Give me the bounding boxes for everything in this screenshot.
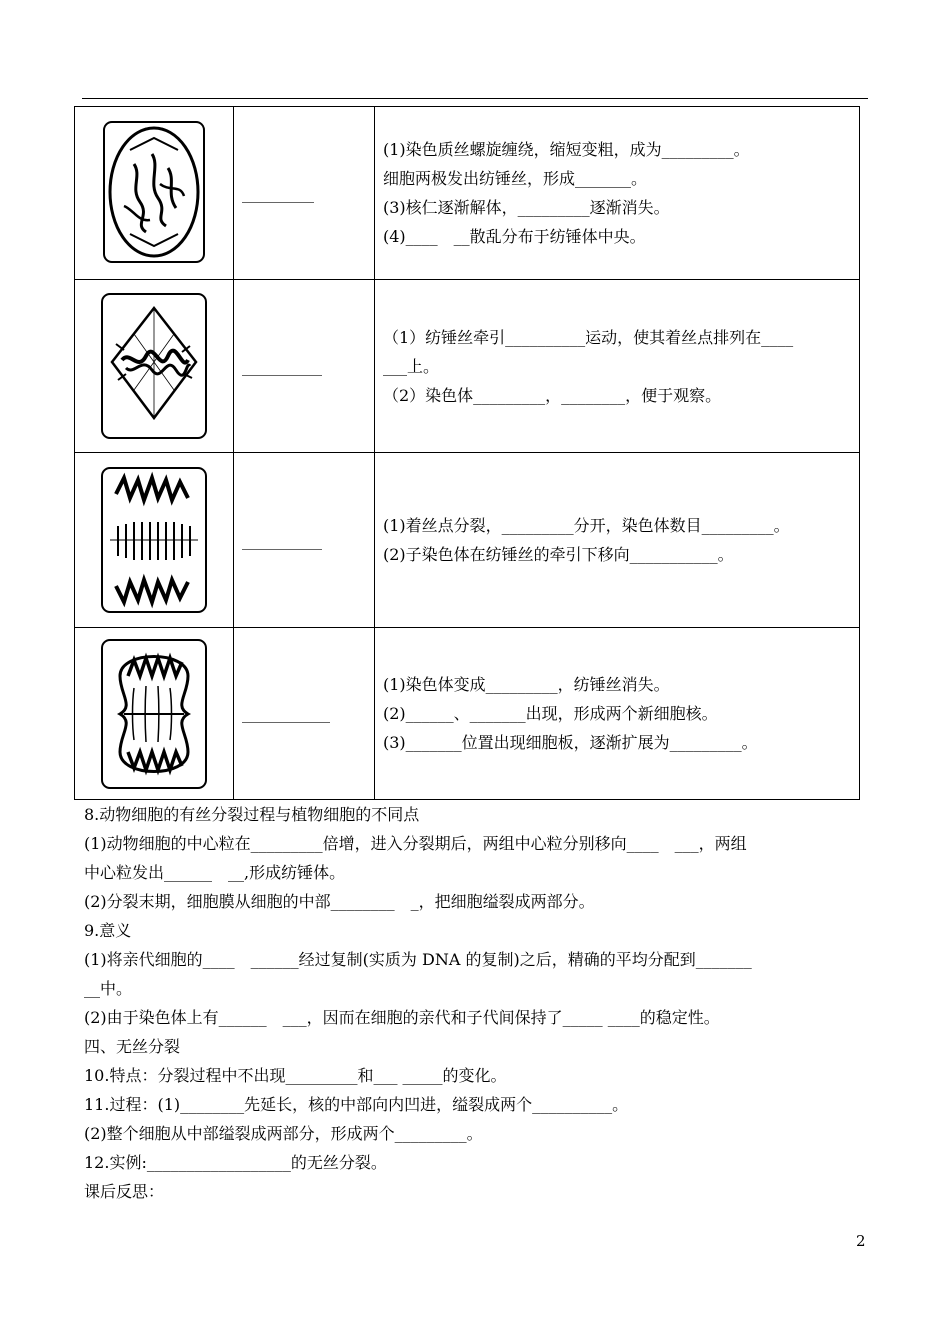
description-line: 细胞两极发出纺锤丝，形成_______。	[383, 169, 648, 188]
section-heading: 9.意义	[84, 921, 132, 940]
reflection-label: 课后反思：	[84, 1182, 165, 1201]
stage-name-cell	[234, 628, 375, 800]
image-cell	[75, 453, 234, 628]
table-row	[75, 628, 860, 800]
page-number: 2	[856, 1232, 866, 1250]
image-cell	[75, 628, 234, 800]
question-line: __中。	[84, 979, 133, 998]
prophase-cell-icon	[94, 114, 214, 272]
worksheet-body	[84, 800, 870, 1206]
question-line: 12.实例:__________________的无丝分裂。	[84, 1153, 387, 1172]
table-row	[75, 107, 860, 280]
table-row	[75, 280, 860, 453]
question-line: (2)分裂末期，细胞膜从细胞的中部________ _，把细胞缢裂成两部分。	[84, 892, 595, 911]
stage-name-blank[interactable]: __________	[242, 356, 322, 376]
stage-name-cell	[234, 107, 375, 280]
question-line: (1)动物细胞的中心粒在_________倍增，进入分裂期后，两组中心粒分别移向____ ___，两组	[84, 834, 747, 853]
anaphase-cell-icon	[94, 464, 214, 616]
question-line: (1)将亲代细胞的____ ______经过复制(实质为 DNA 的复制)之后，精确的平均分配到_______	[84, 950, 752, 969]
telophase-cell-icon	[94, 636, 214, 792]
description-line: (2)______、_______出现，形成两个新细胞核。	[383, 704, 718, 723]
stage-name-cell	[234, 453, 375, 628]
stage-name-blank[interactable]: ___________	[242, 704, 330, 723]
question-line: (2)整个细胞从中部缢裂成两部分，形成两个_________。	[84, 1124, 483, 1143]
description-line: (2)子染色体在纺锤丝的牵引下移向___________。	[383, 545, 734, 564]
stage-description-cell	[375, 628, 860, 800]
section-heading: 四、无丝分裂	[84, 1037, 181, 1056]
description-line: (3)核仁逐渐解体，_________逐渐消失。	[383, 198, 670, 217]
stage-description-cell	[375, 280, 860, 453]
description-line: (1)着丝点分裂，_________分开，染色体数目_________。	[383, 516, 790, 535]
description-line: （2）染色体_________，________，便于观察。	[383, 385, 722, 405]
question-line: 中心粒发出______ __,形成纺锤体。	[84, 863, 346, 882]
description-line: ___上。	[383, 356, 440, 376]
description-line: (4)____ __散乱分布于纺锤体中央。	[383, 227, 646, 246]
section-heading: 8.动物细胞的有丝分裂过程与植物细胞的不同点	[84, 805, 420, 824]
header-rule	[82, 98, 868, 99]
question-line: (2)由于染色体上有______ ___，因而在细胞的亲代和子代间保持了_____ ____的稳定性。	[84, 1008, 720, 1027]
table-row	[75, 453, 860, 628]
stage-name-blank[interactable]: __________	[242, 530, 322, 550]
description-line: （1）纺锤丝牵引__________运动，使其着丝点排列在____	[383, 327, 794, 347]
image-cell	[75, 280, 234, 453]
stage-description-cell	[375, 453, 860, 628]
stage-description-cell	[375, 107, 860, 280]
description-line: (1)染色体变成_________，纺锤丝消失。	[383, 675, 670, 694]
description-line: (3)_______位置出现细胞板，逐渐扩展为_________。	[383, 733, 758, 752]
question-line: 11.过程：(1)________先延长，核的中部向内凹进，缢裂成两个__________。	[84, 1095, 629, 1114]
stage-name-cell	[234, 280, 375, 453]
image-cell	[75, 107, 234, 280]
mitosis-stage-table	[74, 106, 860, 800]
question-line: 10.特点：分裂过程中不出现_________和___ _____的变化。	[84, 1066, 507, 1085]
description-line: (1)染色质丝螺旋缠绕，缩短变粗，成为_________。	[383, 140, 750, 159]
stage-name-blank[interactable]: _________	[242, 183, 314, 203]
metaphase-cell-icon	[94, 290, 214, 442]
